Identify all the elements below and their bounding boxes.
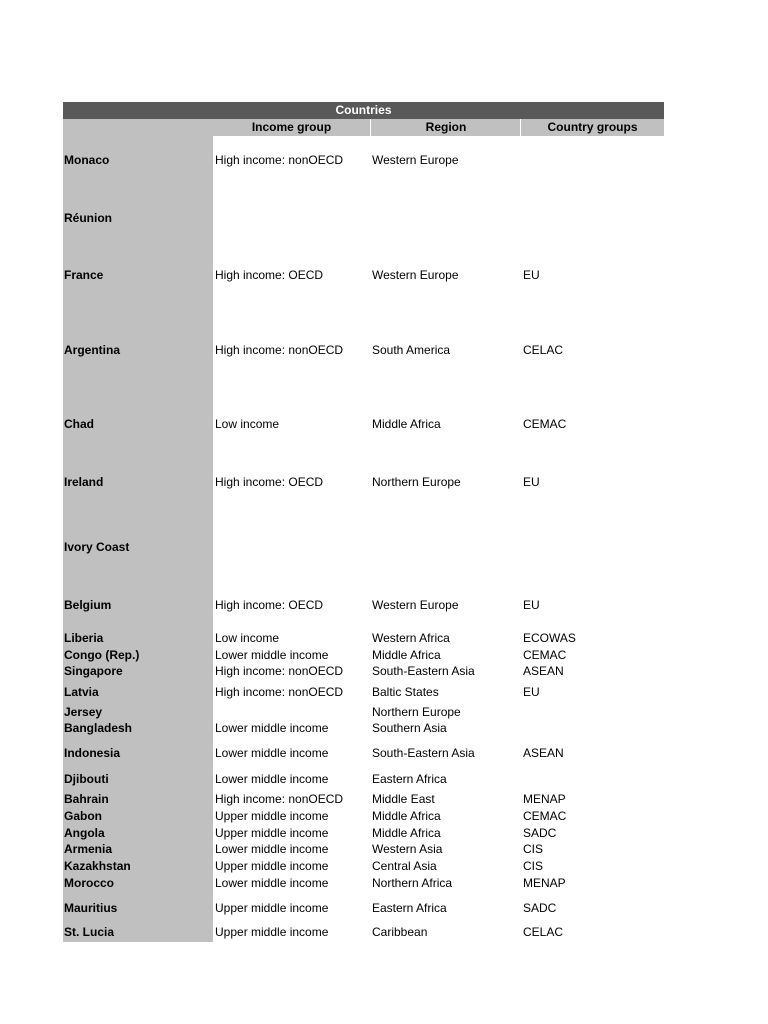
income-group-cell: Low income	[215, 631, 280, 645]
income-group-cell: Upper middle income	[215, 826, 329, 840]
table-title: Countries	[63, 102, 664, 119]
region-cell: South-Eastern Asia	[372, 746, 475, 760]
income-group-cell: High income: OECD	[215, 598, 324, 612]
header-income-group: Income group	[251, 120, 332, 134]
country-group-cell: ASEAN	[523, 664, 564, 678]
region-cell: Northern Europe	[372, 475, 461, 489]
region-cell: Middle East	[372, 792, 435, 806]
income-group-cell: Upper middle income	[215, 925, 329, 939]
region-cell: Eastern Africa	[372, 901, 447, 915]
country-name: Argentina	[64, 343, 121, 357]
country-name: Singapore	[64, 664, 123, 678]
country-name: Jersey	[64, 705, 103, 719]
income-group-cell: Lower middle income	[215, 648, 329, 662]
region-cell: Western Asia	[372, 842, 443, 856]
region-cell: Middle Africa	[372, 417, 441, 431]
income-group-cell: High income: nonOECD	[215, 153, 344, 167]
income-group-cell: Lower middle income	[215, 746, 329, 760]
income-group-cell: Upper middle income	[215, 809, 329, 823]
country-name: France	[64, 268, 104, 282]
country-name: Ivory Coast	[64, 540, 130, 554]
country-name: St. Lucia	[64, 925, 115, 939]
country-group-cell: ECOWAS	[523, 631, 576, 645]
region-cell: Northern Europe	[372, 705, 461, 719]
region-cell: Middle Africa	[372, 809, 441, 823]
country-name: Monaco	[64, 153, 110, 167]
income-group-cell: High income: OECD	[215, 475, 324, 489]
header-country-groups: Country groups	[520, 119, 664, 136]
country-group-cell: CIS	[523, 842, 544, 856]
country-name: Belgium	[64, 598, 112, 612]
income-group-cell: High income: nonOECD	[215, 792, 344, 806]
country-group-cell: CEMAC	[523, 809, 567, 823]
region-cell: South America	[372, 343, 451, 357]
country-group-cell: MENAP	[523, 792, 566, 806]
region-cell: Western Europe	[372, 268, 459, 282]
country-group-cell: CELAC	[523, 925, 564, 939]
country-name: Mauritius	[64, 901, 118, 915]
country-group-cell: CELAC	[523, 343, 564, 357]
country-name: Latvia	[64, 685, 99, 699]
region-cell: Western Europe	[372, 153, 459, 167]
country-name: Morocco	[64, 876, 115, 890]
header-region: Region	[370, 119, 521, 136]
income-group-cell: High income: nonOECD	[215, 343, 344, 357]
country-name: Ireland	[64, 475, 104, 489]
country-name: Bahrain	[64, 792, 109, 806]
region-cell: Northern Africa	[372, 876, 453, 890]
income-group-cell: Lower middle income	[215, 721, 329, 735]
income-group-cell: Lower middle income	[215, 842, 329, 856]
table-header-row	[63, 119, 664, 136]
income-group-cell: Lower middle income	[215, 876, 329, 890]
country-name: Chad	[64, 417, 94, 431]
region-cell: Central Asia	[372, 859, 437, 873]
country-group-cell: EU	[523, 685, 540, 699]
country-name: Angola	[64, 826, 105, 840]
country-group-cell: CEMAC	[523, 648, 567, 662]
region-cell: South-Eastern Asia	[372, 664, 475, 678]
country-group-cell: CIS	[523, 859, 544, 873]
region-cell: Western Africa	[372, 631, 450, 645]
income-group-cell: Upper middle income	[215, 859, 329, 873]
income-group-cell: High income: nonOECD	[215, 664, 344, 678]
country-group-cell: EU	[523, 475, 540, 489]
region-cell: Baltic States	[372, 685, 439, 699]
country-group-cell: ASEAN	[523, 746, 564, 760]
country-group-cell: SADC	[523, 901, 557, 915]
country-name: Réunion	[64, 211, 112, 225]
country-name: Gabon	[64, 809, 102, 823]
region-cell: Southern Asia	[372, 721, 447, 735]
country-name: Bangladesh	[64, 721, 133, 735]
country-name: Congo (Rep.)	[64, 648, 140, 662]
country-group-cell: CEMAC	[523, 417, 567, 431]
income-group-cell: High income: nonOECD	[215, 685, 344, 699]
region-cell: Middle Africa	[372, 826, 441, 840]
country-name: Liberia	[64, 631, 104, 645]
country-name: Djibouti	[64, 772, 109, 786]
country-group-cell: SADC	[523, 826, 557, 840]
country-group-cell: MENAP	[523, 876, 566, 890]
income-group-cell: Upper middle income	[215, 901, 329, 915]
country-name: Armenia	[64, 842, 113, 856]
country-name: Kazakhstan	[64, 859, 131, 873]
region-cell: Eastern Africa	[372, 772, 447, 786]
region-cell: Caribbean	[372, 925, 428, 939]
income-group-cell: Low income	[215, 417, 280, 431]
country-name: Indonesia	[64, 746, 121, 760]
region-cell: Western Europe	[372, 598, 459, 612]
country-group-cell: EU	[523, 598, 540, 612]
region-cell: Middle Africa	[372, 648, 441, 662]
country-group-cell: EU	[523, 268, 540, 282]
income-group-cell: High income: OECD	[215, 268, 324, 282]
income-group-cell: Lower middle income	[215, 772, 329, 786]
